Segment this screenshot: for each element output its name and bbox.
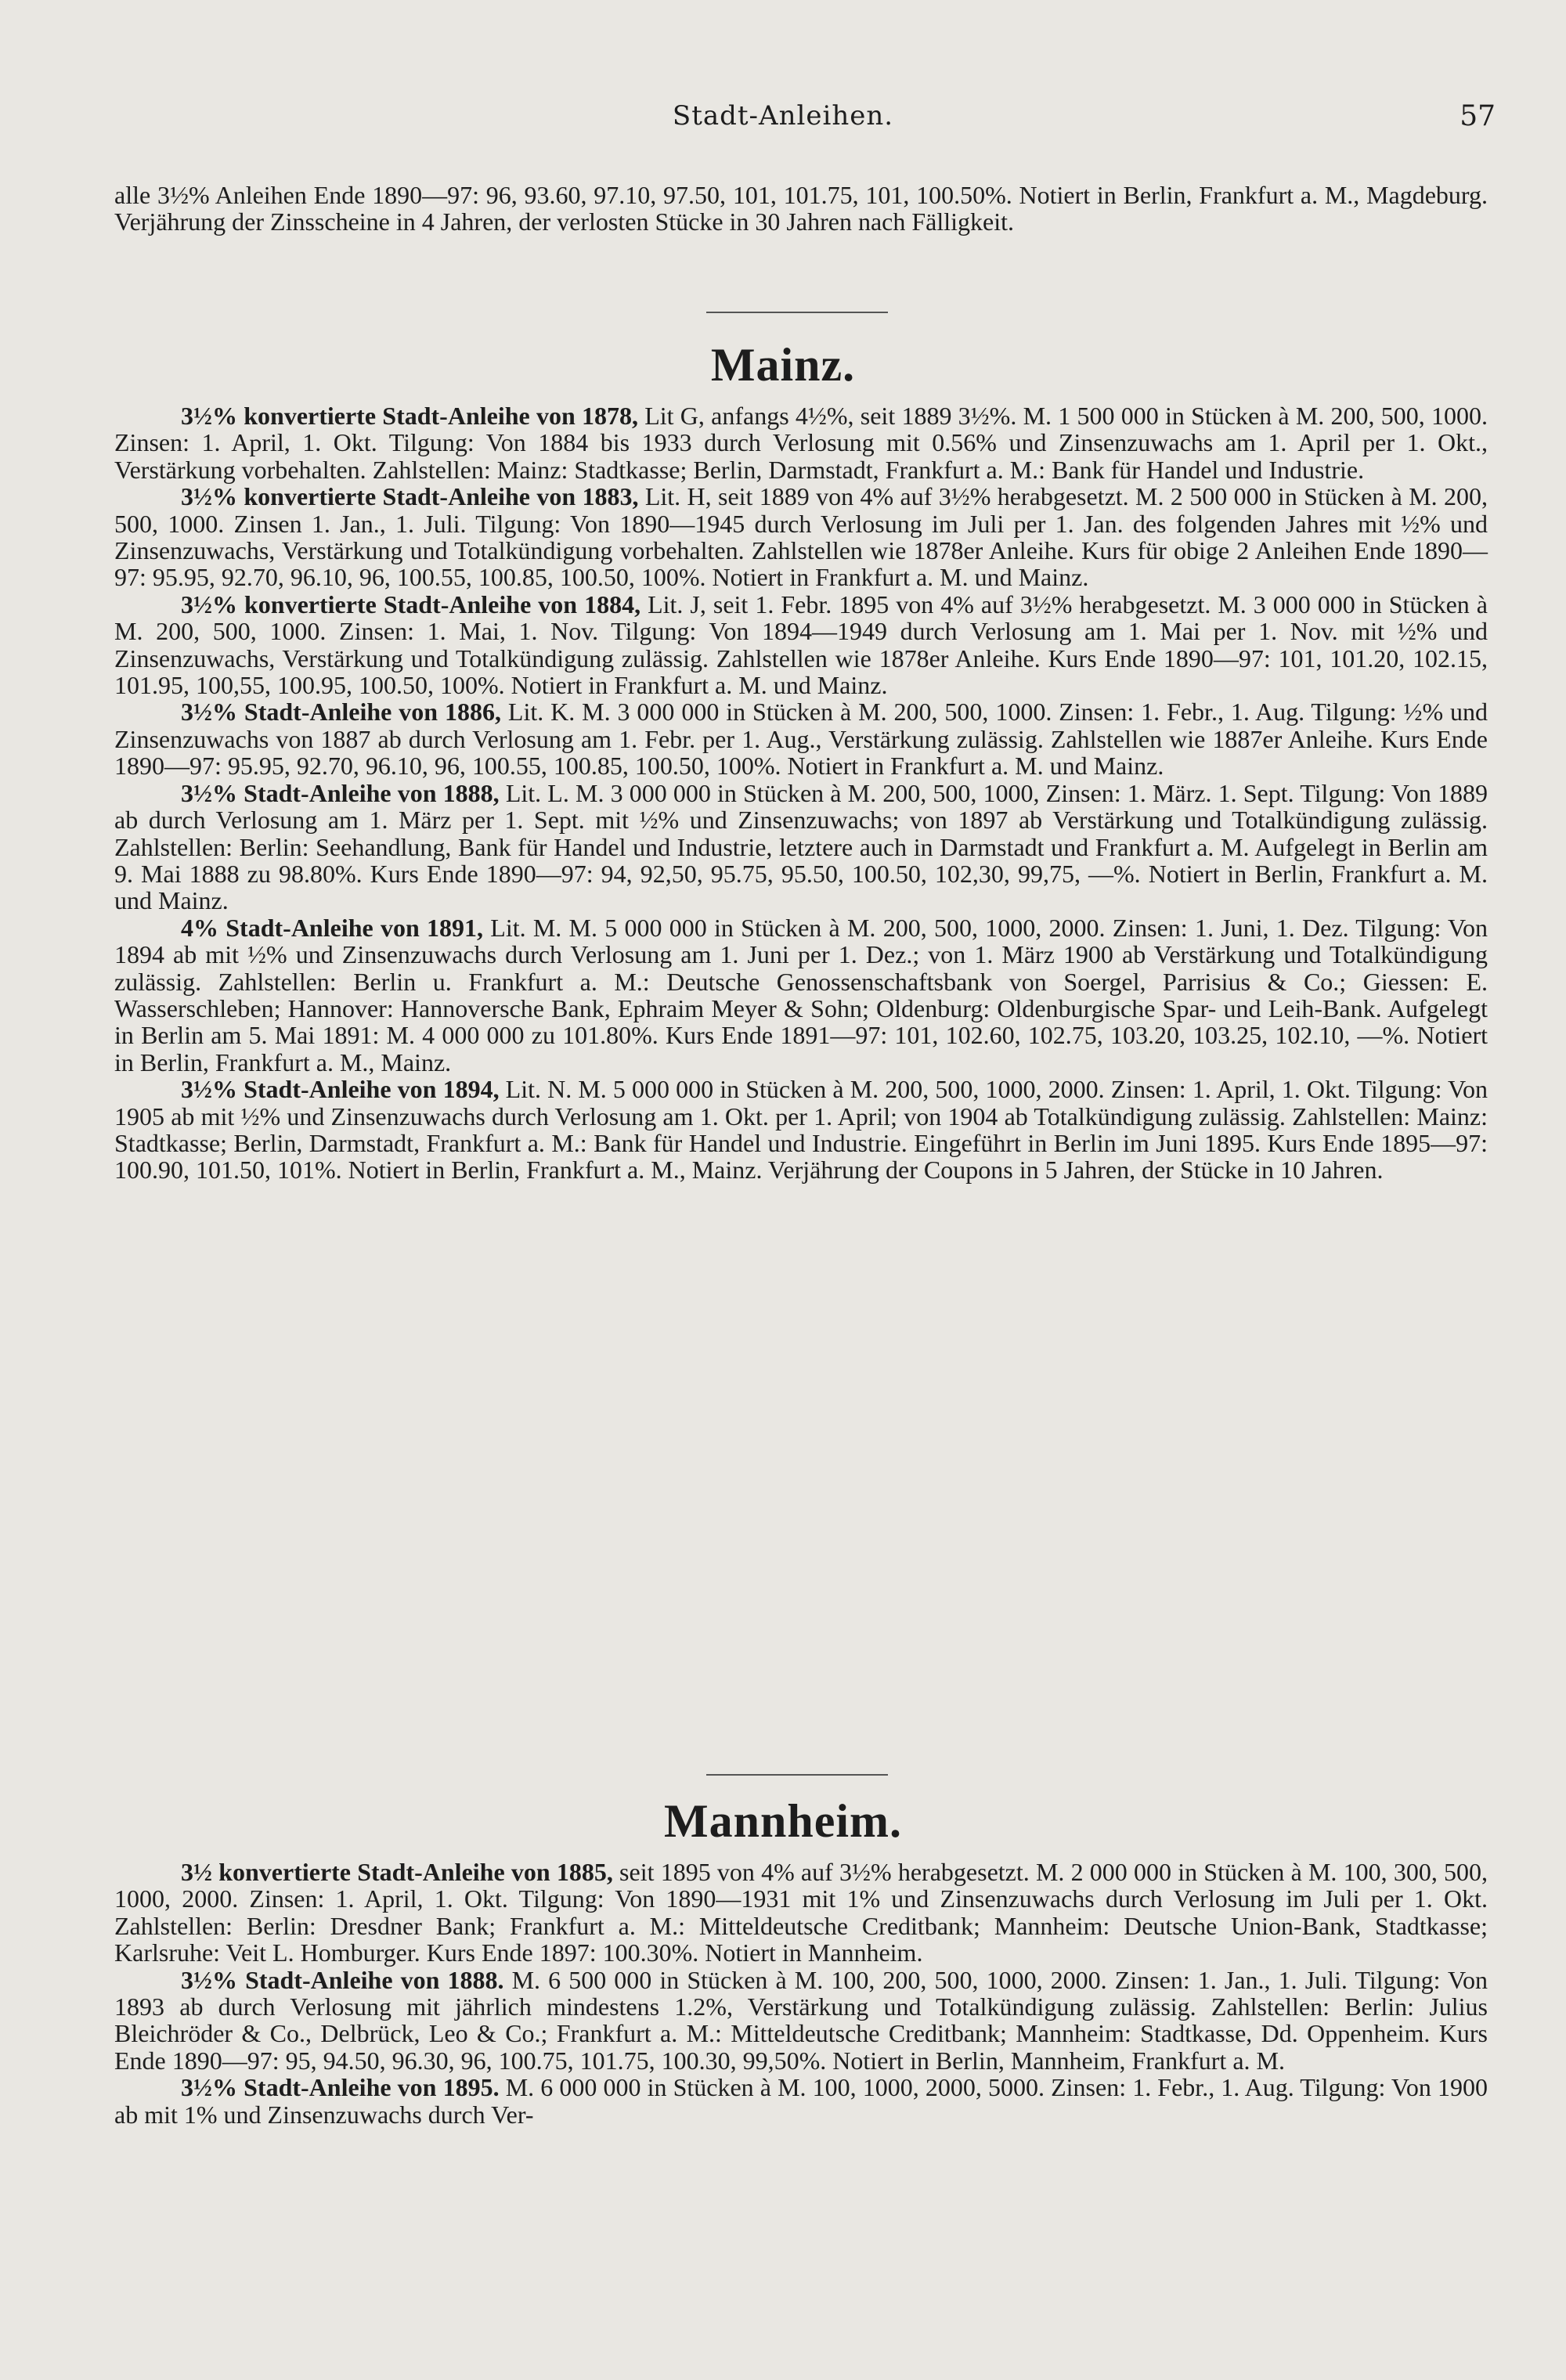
entry-lead: 4% Stadt-Anleihe von 1891, xyxy=(181,913,484,942)
section-mainz xyxy=(114,402,1488,1184)
list-item xyxy=(114,1967,1488,2075)
entry-lead: 3½% Stadt-Anleihe von 1888, xyxy=(181,778,500,807)
running-title: Stadt-Anleihen. xyxy=(672,100,894,132)
section-divider xyxy=(706,312,888,313)
list-item xyxy=(114,914,1488,1076)
entry-lead: 3½% Stadt-Anleihe von 1894, xyxy=(181,1075,500,1104)
section-mannheim xyxy=(114,1859,1488,2128)
entry-body: M. 6 000 000 in Stücken à M. 100, 1000, 2000, 5000. Zinsen: 1. Febr., 1. Aug. Tilgung: Von 1900 ab mit 1% und Zinsenzuwachs durch Ver- xyxy=(114,2073,1488,2129)
entry-body: Lit. L. M. 3 000 000 in Stücken à M. 200, 500, 1000, Zinsen: 1. März. 1. Sept. Tilgung: Von 1889 ab durch Verlosung am 1. März per 1. Sept. mit ½% und Zinsenzuwachs; von 1897 ab Verstärkung und Totalkündigung zulässig. Zahlstellen: Berlin: Seehandlung, Bank für Handel und Industrie, letztere auch in Darmstadt und Frankfurt a. M. Aufgelegt in Berlin am 9. Mai 1888 zu 98.80%. Kurs Ende 1890—97: 94, 92,50, 95.75, 95.50, 100.50, 102,30, 99,75, —%. Notiert in Berlin, Frankfurt a. M. und Mainz. xyxy=(114,778,1488,915)
entry-body: Lit G, anfangs 4½%, seit 1889 3½%. M. 1 500 000 in Stücken à M. 200, 500, 1000. Zinsen: 1. April, 1. Okt. Tilgung: Von 1884 bis 1933 durch Verlosung mit 0.56% und Zinsenzuwachs am 1. April per 1. Okt., Verstärkung vorbehalten. Zahlstellen: Mainz: Stadtkasse; Berlin, Darmstadt, Frankfurt a. M.: Bank für Handel und Industrie. xyxy=(114,402,1488,484)
list-item xyxy=(114,2074,1488,2128)
list-item xyxy=(114,591,1488,699)
entry-body: Lit. K. M. 3 000 000 in Stücken à M. 200, 500, 1000. Zinsen: 1. Febr., 1. Aug. Tilgung: ½% und Zinsenzuwachs von 1887 ab durch Verlosung am 1. Febr. per 1. Aug., Verstärkung zulässig. Zahlstellen wie 1887er Anleihe. Kurs Ende 1890—97: 95.95, 92.70, 96.10, 96, 100.55, 100.85, 100.50, 100%. Notiert in Frankfurt a. M. und Mainz. xyxy=(114,698,1488,781)
entry-lead: 3½% konvertierte Stadt-Anleihe von 1878, xyxy=(181,402,638,430)
entry-lead: 3½% konvertierte Stadt-Anleihe von 1884, xyxy=(181,590,641,618)
section-heading-mainz: Mainz. xyxy=(710,339,856,391)
page-number: 57 xyxy=(1460,100,1496,132)
entry-body: M. 6 500 000 in Stücken à M. 100, 200, 500, 1000, 2000. Zinsen: 1. Jan., 1. Juli. Tilgung: Von 1893 ab durch Verlosung mit jährlich mindestens 1.2%, Verstärkung und Totalkündigung zulässig. Zahlstellen: Berlin: Julius Bleichröder & Co., Delbrück, Leo & Co.; Frankfurt a. M.: Mitteldeutsche Creditbank; Mannheim: Stadtkasse, Dd. Oppenheim. Kurs Ende 1890—97: 95, 94.50, 96.30, 96, 100.75, 101.75, 100.30, 99,50%. Notiert in Berlin, Mannheim, Frankfurt a. M. xyxy=(114,1965,1488,2075)
entry-body: Lit. M. M. 5 000 000 in Stücken à M. 200, 500, 1000, 2000. Zinsen: 1. Juni, 1. Dez. Tilgung: Von 1894 ab mit ½% und Zinsenzuwachs durch Verlosung am 1. Juni per 1. Dez.; von 1. März 1900 ab Verstärkung und Totalkündigung zulässig. Zahlstellen: Berlin u. Frankfurt a. M.: Deutsche Genossenschaftsbank von Soergel, Parrisius & Co.; Giessen: E. Wasserschleben; Hannover: Hannoversche Bank, Ephraim Meyer & Sohn; Oldenburg: Oldenburgische Spar- und Leih-Bank. Aufgelegt in Berlin am 5. Mai 1891: M. 4 000 000 zu 101.80%. Kurs Ende 1891—97: 101, 102.60, 102.75, 103.20, 103.25, 102.10, —%. Notiert in Berlin, Frankfurt a. M., Mainz. xyxy=(114,913,1488,1076)
entry-lead: 3½% Stadt-Anleihe von 1895. xyxy=(181,2073,500,2102)
entry-body: Lit. H, seit 1889 von 4% auf 3½% herabgesetzt. M. 2 500 000 in Stücken à M. 200, 500, 1000. Zinsen 1. Jan., 1. Juli. Tilgung: Von 1890—1945 durch Verlosung im Juli per 1. Jan. des folgenden Jahres mit ½% und Zinsenzuwachs, Verstärkung und Totalkündigung vorbehalten. Zahlstellen wie 1878er Anleihe. Kurs für obige 2 Anleihen Ende 1890—97: 95.95, 92.70, 96.10, 96, 100.55, 100.85, 100.50, 100%. Notiert in Frankfurt a. M. und Mainz. xyxy=(114,482,1488,592)
list-item xyxy=(114,1859,1488,1967)
entry-lead: 3½ konvertierte Stadt-Anleihe von 1885, xyxy=(181,1858,613,1886)
list-item xyxy=(114,780,1488,914)
list-item xyxy=(114,1076,1488,1184)
entry-lead: 3½% Stadt-Anleihe von 1886, xyxy=(181,698,501,727)
page-header xyxy=(0,100,1566,147)
intro-paragraph xyxy=(114,182,1488,236)
entry-lead: 3½% Stadt-Anleihe von 1888. xyxy=(181,1965,504,1994)
section-divider xyxy=(706,1774,888,1776)
entry-body: Lit. N. M. 5 000 000 in Stücken à M. 200, 500, 1000, 2000. Zinsen: 1. April, 1. Okt. Tilgung: Von 1905 ab mit ½% und Zinsenzuwachs durch Verlosung am 1. Okt. per 1. April; von 1904 ab Totalkündigung zulässig. Zahlstellen: Mainz: Stadtkasse; Berlin, Darmstadt, Frankfurt a. M.: Bank für Handel und Industrie. Eingeführt in Berlin im Juni 1895. Kurs Ende 1895—97: 100.90, 101.50, 101%. Notiert in Berlin, Frankfurt a. M., Mainz. Verjährung der Coupons in 5 Jahren, der Stücke in 10 Jahren. xyxy=(114,1075,1488,1185)
section-heading-mannheim: Mannheim. xyxy=(663,1795,903,1847)
list-item xyxy=(114,402,1488,483)
entry-body: Lit. J, seit 1. Febr. 1895 von 4% auf 3½% herabgesetzt. M. 3 000 000 in Stücken à M. 200, 500, 1000. Zinsen: 1. Mai, 1. Nov. Tilgung: Von 1894—1949 durch Verlosung am 1. Mai per 1. Nov. mit ½% und Zinsenzuwachs, Verstärkung und Totalkündigung zulässig. Zahlstellen wie 1878er Anleihe. Kurs Ende 1890—97: 101, 101.20, 102.15, 101.95, 100,55, 100.95, 100.50, 100%. Notiert in Frankfurt a. M. und Mainz. xyxy=(114,590,1488,700)
entry-body: seit 1895 von 4% auf 3½% herabgesetzt. M. 2 000 000 in Stücken à M. 100, 300, 500, 1000, 2000. Zinsen: 1. April, 1. Okt. Tilgung: Von 1890—1931 mit 1% und Zinsenzuwachs durch Verlosung im Juli per 1. Okt. Zahlstellen: Berlin: Dresdner Bank; Frankfurt a. M.: Mitteldeutsche Creditbank; Mannheim: Deutsche Union-Bank, Stadtkasse; Karlsruhe: Veit L. Homburger. Kurs Ende 1897: 100.30%. Notiert in Mannheim. xyxy=(114,1858,1488,1967)
list-item xyxy=(114,483,1488,591)
intro-text: alle 3½% Anleihen Ende 1890—97: 96, 93.60, 97.10, 97.50, 101, 101.75, 101, 100.50%. Notiert in Berlin, Frankfurt a. M., Magdeburg. Verjährung der Zinsscheine in 4 Jahren, der verlosten Stücke in 30 Jahren nach Fälligkeit. xyxy=(114,181,1488,236)
entry-lead: 3½% konvertierte Stadt-Anleihe von 1883, xyxy=(181,482,639,511)
list-item xyxy=(114,698,1488,779)
